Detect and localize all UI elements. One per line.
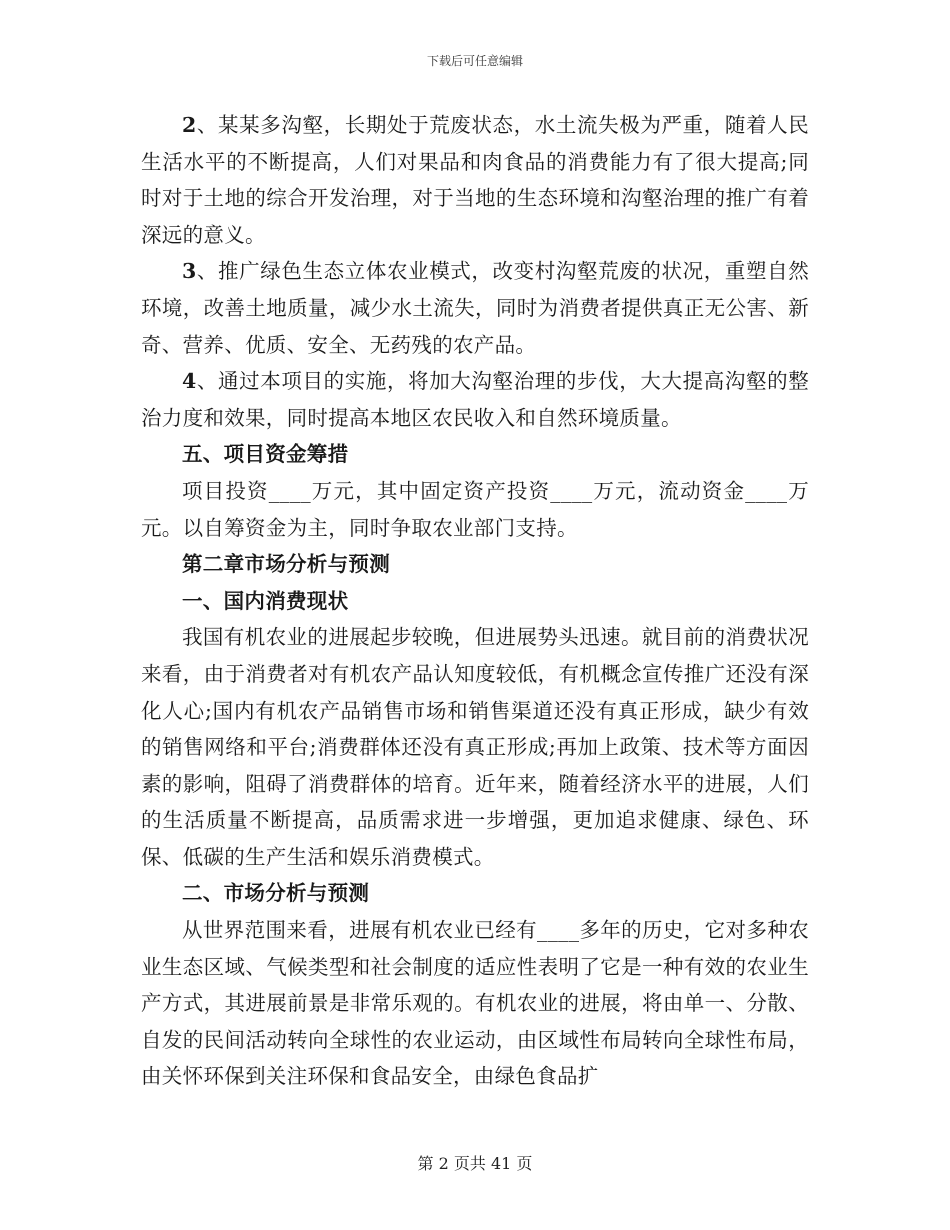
item-number: 3: [182, 259, 197, 284]
section-heading-funding: 五、项目资金筹措: [182, 442, 349, 467]
paragraph-domestic: 我国有机农业的进展起步较晚，但进展势头迅速。就目前的消费状况来看，由于消费者对有机农产品认知度较低，有机概念宣传推广还没有深化人心;国内有机农产品销售市场和销售渠道还没有真正形成，缺少有效的销售网络和平台;消费群体还没有真正形成;再加上政策、技术等方面因素的影响，阻碍了消费群体的培育。近年来，随着经济水平的进展，人们的生活质量不断提高，品质需求进一步增强，更加追求健康、绿色、环保、低碳的生产生活和娱乐消费模式。: [141, 625, 809, 869]
paragraph-item-3: [141, 253, 809, 363]
section-heading-domestic: 一、国内消费现状: [182, 588, 349, 613]
paragraph-text: 、通过本项目的实施，将加大沟壑治理的步伐，大大提高沟壑的整治力度和效果，同时提高本地区农民收入和自然环境质量。: [141, 369, 809, 430]
section-heading-analysis: 二、市场分析与预测: [182, 881, 370, 906]
document-body: [141, 107, 809, 1095]
paragraph-text: 、某某多沟壑，长期处于荒废状态，水土流失极为严重，随着人民生活水平的不断提高，人们对果品和肉食品的消费能力有了很大提高;同时对于土地的综合开发治理，对于当地的生态环境和沟壑治理的推广有着深远的意义。: [141, 113, 809, 247]
page-footer: 第 2 页共 41 页: [417, 1154, 533, 1173]
paragraph-item-4: [141, 363, 809, 436]
paragraph-analysis: 从世界范围来看，进展有机农业已经有____多年的历史，它对多种农业生态区域、气候类型和社会制度的适应性表明了它是一种有效的农业生产方式，其进展前景是非常乐观的。有机农业的进展，将由单一、分散、自发的民间活动转向全球性的农业运动，由区域性布局转向全球性布局，由关怀环保到关注环保和食品安全，由绿色食品扩: [141, 918, 809, 1089]
paragraph-text: 、推广绿色生态立体农业模式，改变村沟壑荒废的状况，重塑自然环境，改善土地质量，减少水土流失，同时为消费者提供真正无公害、新奇、营养、优质、安全、无药残的农产品。: [141, 259, 809, 357]
item-number: 4: [182, 369, 197, 394]
page-header: 下载后可任意编辑: [426, 54, 523, 68]
item-number: 2: [182, 113, 197, 137]
paragraph-funding: 项目投资____万元，其中固定资产投资____万元，流动资金____万元。以自筹资金为主，同时争取农业部门支持。: [141, 478, 809, 540]
chapter-heading-market: 第二章市场分析与预测: [182, 552, 390, 577]
paragraph-item-2: [141, 107, 809, 253]
